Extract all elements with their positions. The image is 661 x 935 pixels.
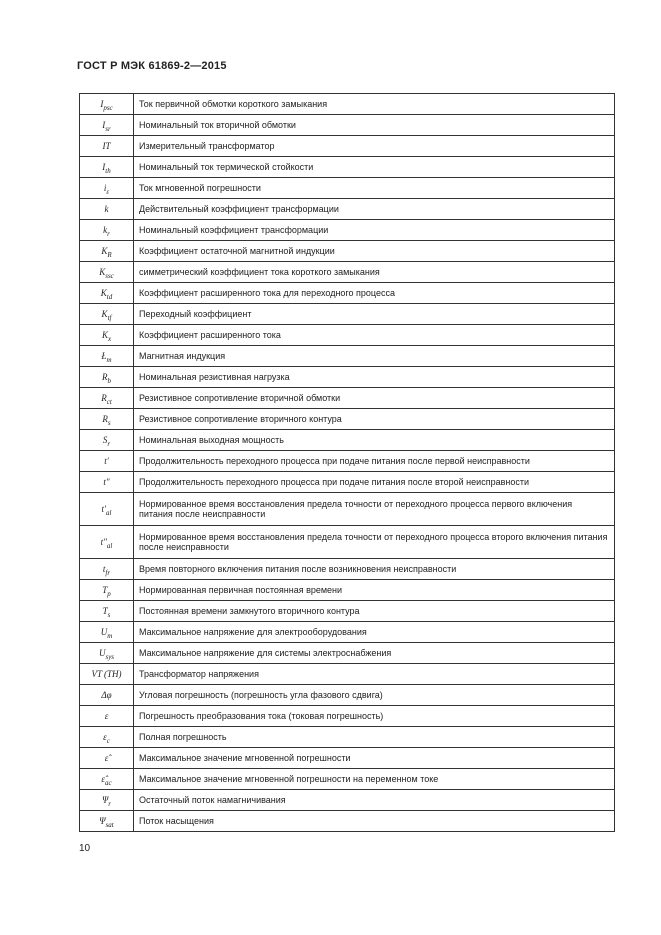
symbol-cell bbox=[80, 790, 134, 811]
symbol-subscript: al bbox=[106, 542, 113, 550]
symbol-base: ε̂ bbox=[101, 774, 105, 784]
table-row bbox=[80, 178, 615, 199]
table-row bbox=[80, 346, 615, 367]
symbol-base: R bbox=[102, 414, 108, 424]
symbol-cell bbox=[80, 430, 134, 451]
symbol-base: K bbox=[100, 288, 107, 298]
symbol-cell bbox=[80, 136, 134, 157]
table-row bbox=[80, 526, 615, 559]
description-cell: Коэффициент расширенного тока для переходного процесса bbox=[134, 283, 615, 304]
description-cell: Коэффициент остаточной магнитной индукции bbox=[134, 241, 615, 262]
symbol-subscript: td bbox=[106, 293, 113, 301]
symbol-cell bbox=[80, 157, 134, 178]
symbol-cell bbox=[80, 304, 134, 325]
description-cell: Нормированное время восстановления предела точности от переходного процесса первого включения питания после неисправности bbox=[134, 493, 615, 526]
symbol-subscript: th bbox=[105, 167, 111, 175]
symbol-base: I bbox=[100, 99, 104, 109]
symbol-base: t′ bbox=[101, 504, 107, 514]
symbol-base: k bbox=[104, 204, 109, 214]
symbol-subscript: fr bbox=[105, 569, 111, 577]
symbol-cell bbox=[80, 559, 134, 580]
symbol-subscript: x bbox=[107, 335, 112, 343]
symbol-base: t″ bbox=[103, 477, 110, 487]
symbol-cell bbox=[80, 388, 134, 409]
symbol-cell bbox=[80, 601, 134, 622]
description-cell: Максимальное значение мгновенной погрешности на переменном токе bbox=[134, 769, 615, 790]
table-row bbox=[80, 262, 615, 283]
symbol-base: Ψ bbox=[101, 795, 109, 805]
table-row bbox=[80, 388, 615, 409]
symbol-cell bbox=[80, 727, 134, 748]
description-cell: Номинальный ток вторичной обмотки bbox=[134, 115, 615, 136]
symbol-cell bbox=[80, 283, 134, 304]
symbol-cell bbox=[80, 643, 134, 664]
table-row bbox=[80, 769, 615, 790]
symbol-cell bbox=[80, 451, 134, 472]
table-row bbox=[80, 493, 615, 526]
symbol-subscript: r bbox=[108, 800, 112, 808]
symbol-base: VT (TH) bbox=[91, 669, 122, 679]
symbol-base: Ψ bbox=[99, 816, 106, 826]
table-row bbox=[80, 367, 615, 388]
table-row bbox=[80, 727, 615, 748]
symbol-base: K bbox=[101, 246, 108, 256]
symbol-base: T bbox=[102, 585, 108, 595]
symbol-cell bbox=[80, 748, 134, 769]
symbol-cell bbox=[80, 115, 134, 136]
symbol-subscript: ε bbox=[106, 188, 110, 196]
symbol-cell bbox=[80, 622, 134, 643]
description-cell: Номинальный ток термической стойкости bbox=[134, 157, 615, 178]
description-cell: Продолжительность переходного процесса при подаче питания после второй неисправности bbox=[134, 472, 615, 493]
symbols-table bbox=[79, 93, 615, 832]
description-cell: Измерительный трансформатор bbox=[134, 136, 615, 157]
table-row bbox=[80, 622, 615, 643]
symbol-subscript: ssc bbox=[105, 272, 114, 280]
symbol-base: IT bbox=[102, 141, 111, 151]
description-cell: Нормированное время восстановления предела точности от переходного процесса второго включения питания после неисправности bbox=[134, 526, 615, 559]
table-row bbox=[80, 685, 615, 706]
table-row bbox=[80, 748, 615, 769]
symbol-cell bbox=[80, 409, 134, 430]
symbol-subscript: p bbox=[107, 590, 111, 598]
symbol-subscript: m bbox=[107, 632, 113, 640]
symbol-base: I bbox=[102, 162, 106, 172]
symbol-subscript: sat bbox=[105, 821, 114, 829]
symbol-base: U bbox=[100, 627, 108, 637]
description-cell: Поток насыщения bbox=[134, 811, 615, 832]
page-number: 10 bbox=[79, 843, 91, 854]
description-cell: Действительный коэффициент трансформации bbox=[134, 199, 615, 220]
table-row bbox=[80, 157, 615, 178]
symbol-base: ε̂ bbox=[104, 753, 109, 763]
symbol-cell bbox=[80, 664, 134, 685]
symbol-base: ε bbox=[104, 711, 109, 721]
table-row bbox=[80, 409, 615, 430]
table-row bbox=[80, 220, 615, 241]
description-cell: Полная погрешность bbox=[134, 727, 615, 748]
table-row bbox=[80, 601, 615, 622]
table-row bbox=[80, 790, 615, 811]
symbol-base: t″ bbox=[100, 537, 107, 547]
symbol-cell bbox=[80, 493, 134, 526]
symbol-subscript: tf bbox=[107, 314, 112, 322]
symbol-base: R bbox=[102, 372, 108, 382]
description-cell: Нормированная первичная постоянная времени bbox=[134, 580, 615, 601]
symbol-base: ε bbox=[103, 732, 107, 742]
symbol-base: U bbox=[98, 648, 106, 658]
symbol-subscript: c bbox=[106, 737, 110, 745]
symbol-cell bbox=[80, 526, 134, 559]
symbol-subscript: m bbox=[106, 356, 112, 364]
table-row bbox=[80, 559, 615, 580]
symbol-cell bbox=[80, 685, 134, 706]
symbol-subscript: sys bbox=[105, 653, 115, 661]
symbol-base: R bbox=[101, 393, 107, 403]
symbol-subscript: s bbox=[107, 611, 111, 619]
description-cell: Максимальное напряжение для электрооборудования bbox=[134, 622, 615, 643]
table-row bbox=[80, 241, 615, 262]
symbol-cell bbox=[80, 178, 134, 199]
symbol-subscript: r bbox=[107, 230, 110, 238]
symbol-base: T bbox=[102, 606, 108, 616]
symbol-cell bbox=[80, 346, 134, 367]
symbol-base: Ł bbox=[101, 351, 107, 361]
description-cell: Максимальное напряжение для системы электроснабжения bbox=[134, 643, 615, 664]
symbol-subscript: sr bbox=[105, 125, 111, 133]
symbol-cell bbox=[80, 262, 134, 283]
table-row bbox=[80, 811, 615, 832]
description-cell: Остаточный поток намагничивания bbox=[134, 790, 615, 811]
description-cell: симметрический коэффициент тока короткого замыкания bbox=[134, 262, 615, 283]
symbol-base: Δφ bbox=[101, 690, 112, 700]
description-cell: Резистивное сопротивление вторичной обмотки bbox=[134, 388, 615, 409]
description-cell: Коэффициент расширенного тока bbox=[134, 325, 615, 346]
symbol-cell bbox=[80, 199, 134, 220]
description-cell: Постоянная времени замкнутого вторичного контура bbox=[134, 601, 615, 622]
description-cell: Трансформатор напряжения bbox=[134, 664, 615, 685]
description-cell: Продолжительность переходного процесса при подаче питания после первой неисправности bbox=[134, 451, 615, 472]
symbol-cell bbox=[80, 580, 134, 601]
symbol-base: k bbox=[103, 225, 108, 235]
symbol-cell bbox=[80, 241, 134, 262]
symbol-subscript: r bbox=[107, 440, 111, 448]
symbol-subscript: psc bbox=[103, 104, 113, 112]
symbol-cell bbox=[80, 472, 134, 493]
symbol-base: I bbox=[102, 120, 106, 130]
document-header: ГОСТ Р МЭК 61869-2—2015 bbox=[77, 60, 227, 72]
description-cell: Время повторного включения питания после возникновения неисправности bbox=[134, 559, 615, 580]
symbol-subscript: s bbox=[107, 419, 111, 427]
symbol-cell bbox=[80, 706, 134, 727]
table-row bbox=[80, 451, 615, 472]
table-row bbox=[80, 706, 615, 727]
table-row bbox=[80, 115, 615, 136]
table-row bbox=[80, 472, 615, 493]
table-row bbox=[80, 580, 615, 601]
description-cell: Погрешность преобразования тока (токовая погрешность) bbox=[134, 706, 615, 727]
symbol-base: S bbox=[102, 435, 108, 445]
table-row bbox=[80, 325, 615, 346]
table-row bbox=[80, 430, 615, 451]
table-row bbox=[80, 643, 615, 664]
symbol-base: K bbox=[99, 267, 106, 277]
symbol-base: t′ bbox=[104, 456, 109, 466]
symbol-cell bbox=[80, 220, 134, 241]
symbol-cell bbox=[80, 367, 134, 388]
description-cell: Переходный коэффициент bbox=[134, 304, 615, 325]
symbol-base: t bbox=[102, 564, 106, 574]
table-row bbox=[80, 664, 615, 685]
table-row bbox=[80, 136, 615, 157]
table-row bbox=[80, 283, 615, 304]
symbol-base: K bbox=[101, 309, 108, 319]
table-row bbox=[80, 94, 615, 115]
description-cell: Ток мгновенной погрешности bbox=[134, 178, 615, 199]
symbol-cell bbox=[80, 94, 134, 115]
table-row bbox=[80, 304, 615, 325]
symbol-subscript: R bbox=[107, 251, 112, 259]
symbol-subscript: ct bbox=[106, 398, 112, 406]
description-cell: Угловая погрешность (погрешность угла фазового сдвига) bbox=[134, 685, 615, 706]
description-cell: Номинальная резистивная нагрузка bbox=[134, 367, 615, 388]
description-cell: Максимальное значение мгновенной погрешности bbox=[134, 748, 615, 769]
description-cell: Номинальный коэффициент трансформации bbox=[134, 220, 615, 241]
symbol-subscript: b bbox=[107, 377, 111, 385]
symbol-cell bbox=[80, 811, 134, 832]
symbol-cell bbox=[80, 325, 134, 346]
description-cell: Магнитная индукция bbox=[134, 346, 615, 367]
symbol-subscript: ac bbox=[104, 779, 112, 787]
description-cell: Ток первичной обмотки короткого замыкания bbox=[134, 94, 615, 115]
description-cell: Номинальная выходная мощность bbox=[134, 430, 615, 451]
description-cell: Резистивное сопротивление вторичного контура bbox=[134, 409, 615, 430]
table-row bbox=[80, 199, 615, 220]
symbol-base: K bbox=[101, 330, 108, 340]
symbol-subscript: al bbox=[106, 509, 112, 517]
symbol-cell bbox=[80, 769, 134, 790]
symbol-base: i bbox=[103, 183, 107, 193]
